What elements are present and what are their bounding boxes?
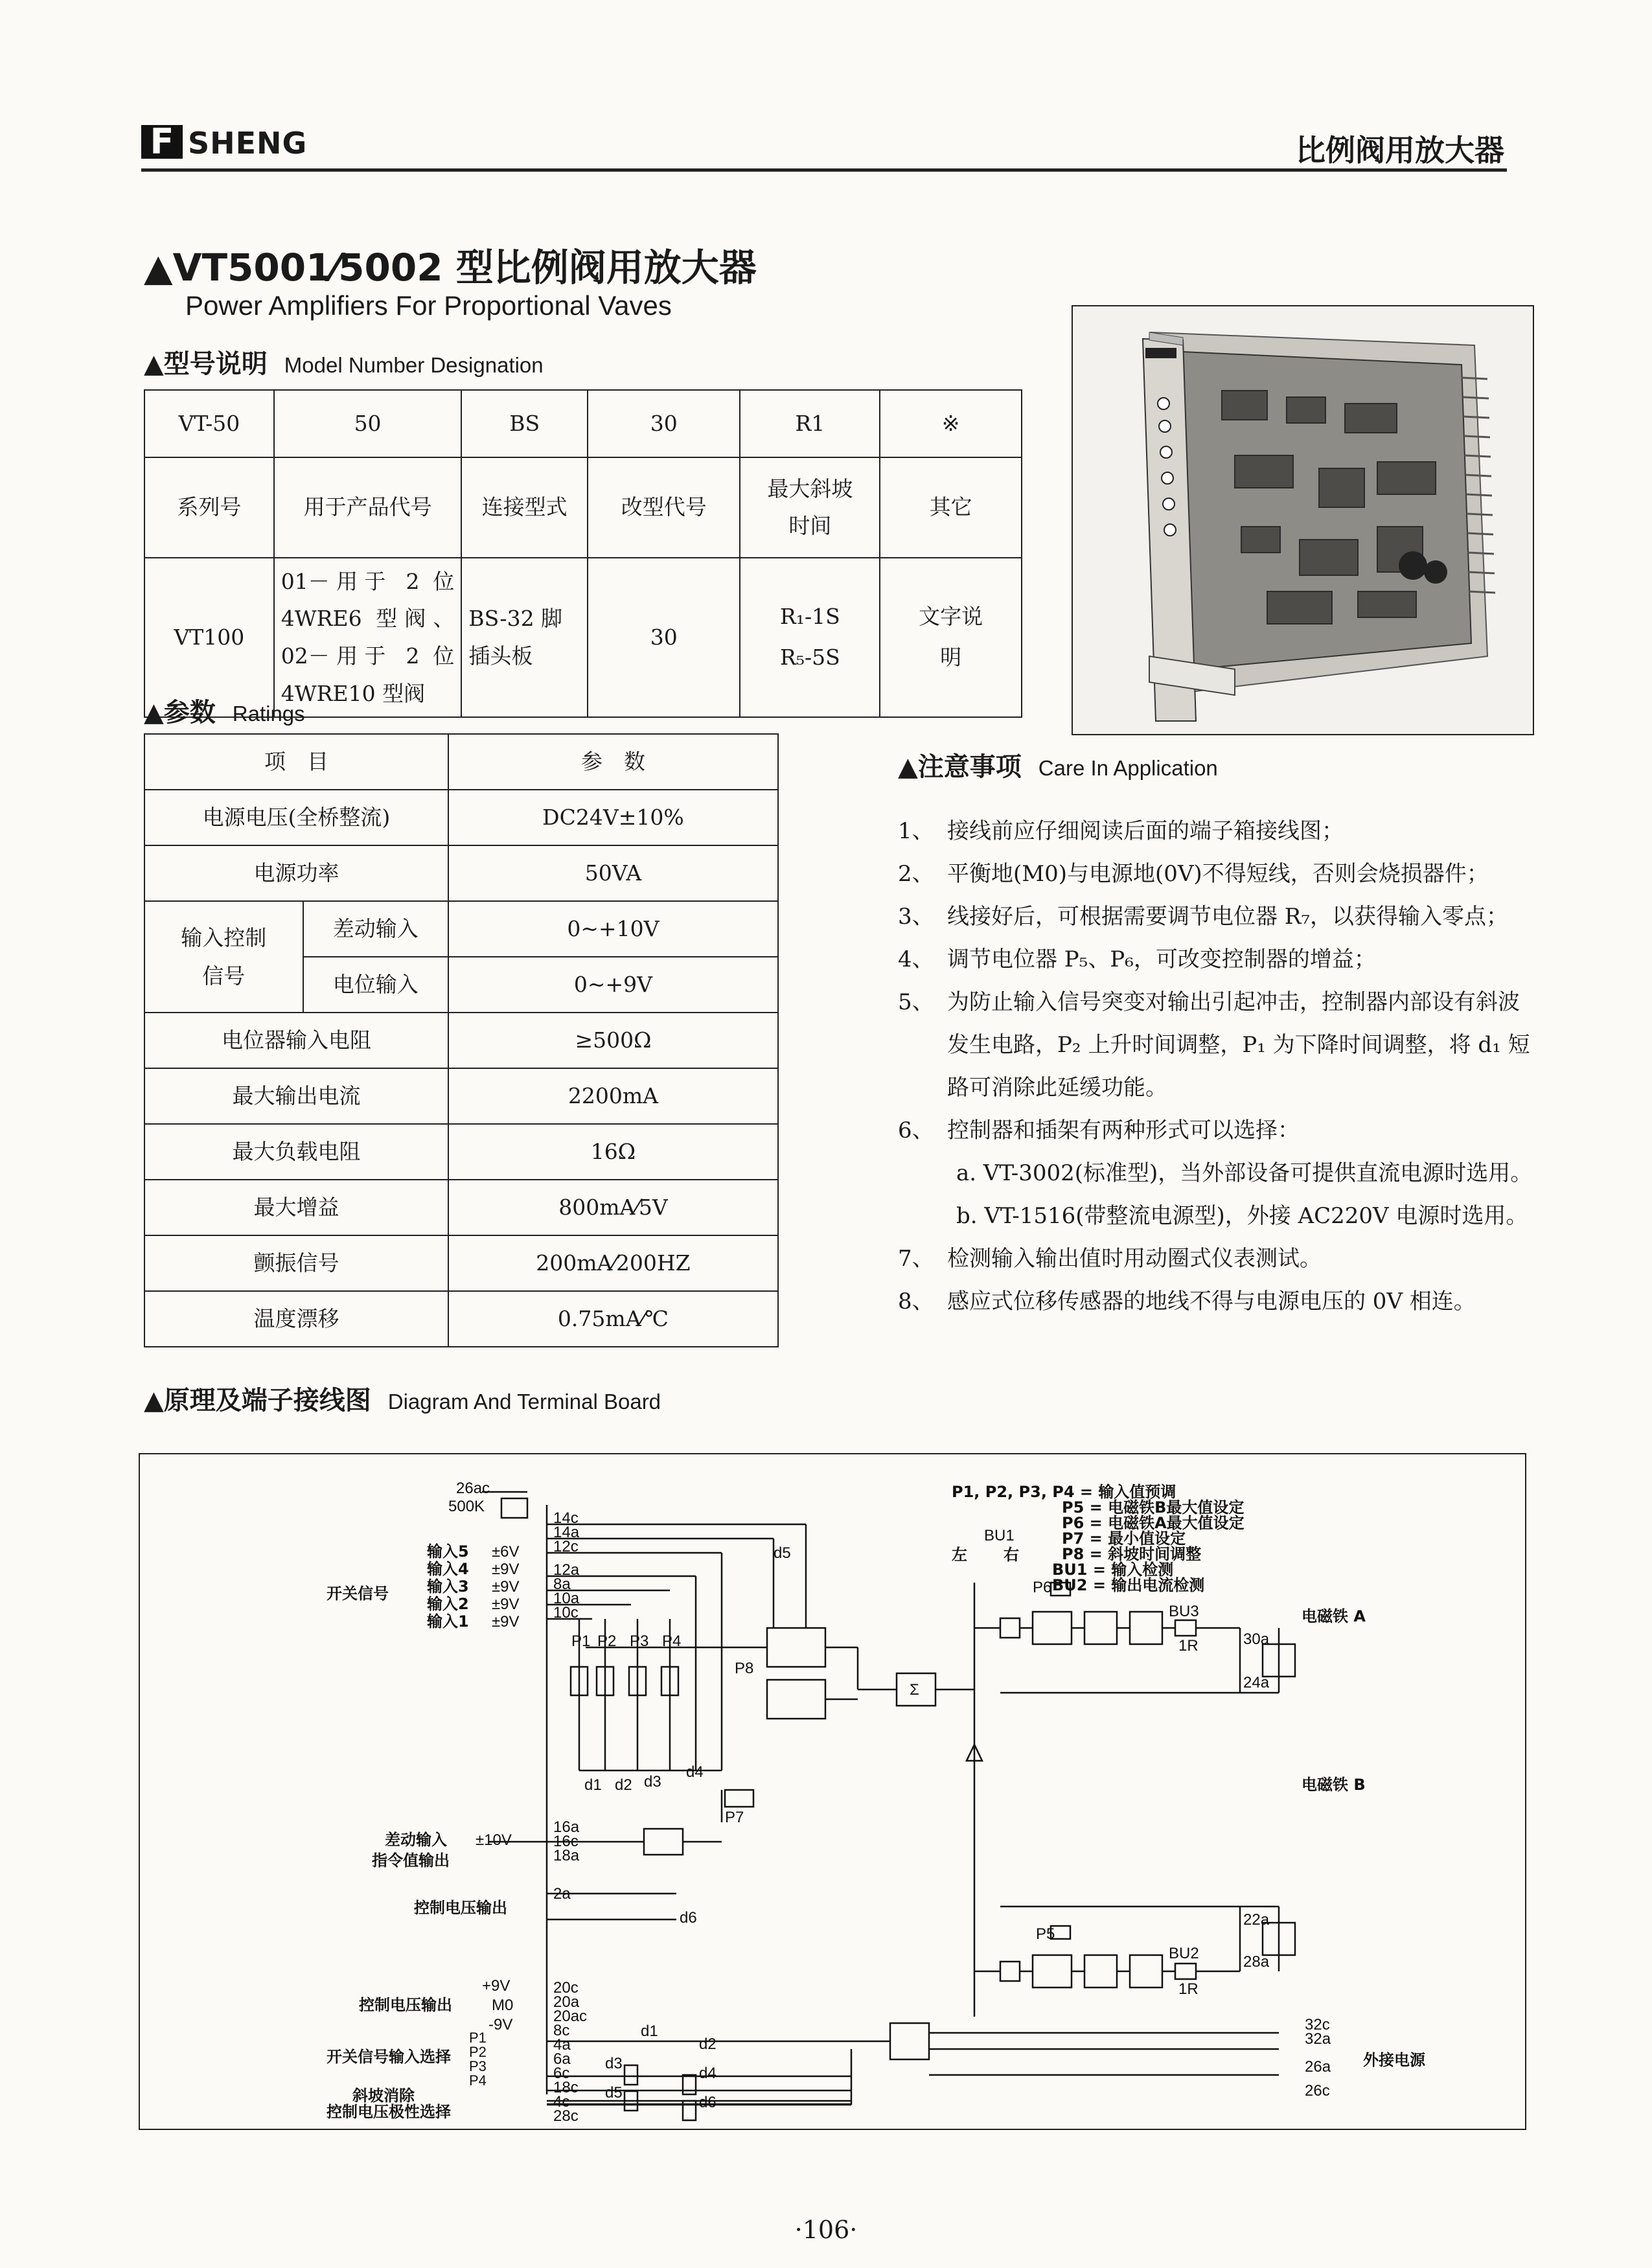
model-cell: 30: [588, 558, 740, 717]
ratings-value: 0~+10V: [448, 901, 778, 957]
label-input2: 输入2: [427, 1595, 469, 1613]
terminal-24a: 24a: [1243, 1674, 1270, 1691]
terminal-16a: 16a: [553, 1818, 580, 1836]
model-cell: 其它: [880, 457, 1022, 558]
label-input3: 输入3: [427, 1577, 469, 1596]
terminal-28c: 28c: [553, 2107, 579, 2125]
terminal-22a: 22a: [1243, 1911, 1270, 1929]
terminal-12a: 12a: [553, 1561, 580, 1579]
ratings-item: 颤振信号: [144, 1235, 448, 1291]
label-ctrl-output-1: 控制电压输出: [414, 1899, 507, 1917]
label-p7: P7: [725, 1809, 744, 1826]
label-volt2: ±9V: [492, 1596, 520, 1613]
ratings-header-value: 参 数: [448, 734, 778, 790]
legend-p8: P8 = 斜坡时间调整: [1062, 1545, 1202, 1563]
label-sel-p2: P2: [469, 2044, 487, 2060]
model-cell: 文字说明: [880, 558, 1022, 717]
amplifier-board-image: [1073, 306, 1533, 734]
terminal-2a: 2a: [553, 1885, 571, 1903]
note-item: 8、 感应式位移传感器的地线不得与电源电压的 0V 相连。: [898, 1289, 1476, 1314]
label-sel-p4: P4: [469, 2072, 487, 2089]
label-26ac: 26ac: [456, 1480, 490, 1497]
label-diff-input: 差动输入: [385, 1831, 447, 1849]
label-ctrl-output-2: 控制电压输出: [359, 1996, 452, 2014]
ratings-value: 200mA⁄200HZ: [448, 1235, 778, 1291]
ratings-item: 电源电压(全桥整流): [144, 790, 448, 845]
page-number: ·106·: [794, 2216, 858, 2244]
terminal-26c: 26c: [1305, 2082, 1330, 2100]
legend-p5: P5 = 电磁铁B最大值设定: [1062, 1498, 1245, 1517]
terminal-6a: 6a: [553, 2050, 571, 2068]
label-bu2: BU2: [1169, 1945, 1199, 1962]
note-item: 7、 检测输入输出值时用动圈式仪表测试。: [898, 1246, 1322, 1272]
diagram-heading: ▲原理及端子接线图 Diagram And Terminal Board: [144, 1386, 661, 1415]
label-1r-a: 1R: [1178, 1637, 1199, 1655]
terminal-4c: 4c: [553, 2093, 570, 2111]
terminal-18a: 18a: [553, 1847, 580, 1864]
model-cell: VT-50: [144, 390, 274, 457]
note-item: 3、 线接好后，可根据需要调节电位器 R₇，以获得输入零点；: [898, 904, 1509, 930]
label-pot-p2: P2: [597, 1632, 617, 1650]
label-bottom-d5: d5: [605, 2084, 623, 2102]
label-p8: P8: [735, 1660, 754, 1677]
note-item: 4、 调节电位器 P₅、P₆，可改变控制器的增益；: [898, 946, 1376, 972]
note-item: 5、 为防止输入信号突变对输出引起冲击，控制器内部设有斜波发生电路，P₂ 上升时间调整，P₁ 为下降时间调整，将 d₁ 短路可消除此延缓功能。: [898, 989, 1530, 1101]
ratings-header-item: 项 目: [144, 734, 448, 790]
label-d2: d2: [615, 1776, 632, 1794]
terminal-18c: 18c: [553, 2079, 579, 2096]
label-plus9v: +9V: [482, 1977, 511, 1995]
terminal-20a: 20a: [553, 1993, 580, 2011]
brand-logo-mark: F: [141, 125, 183, 159]
label-bottom-d1: d1: [641, 2022, 658, 2040]
legend-p1-p4: P1, P2, P3, P4 = 输入值预调: [952, 1483, 1176, 1501]
model-cell: 50: [274, 390, 462, 457]
label-input5: 输入5: [427, 1542, 469, 1561]
ratings-value: ≥500Ω: [448, 1013, 778, 1068]
notes-list: [898, 810, 1539, 1323]
terminal-30a: 30a: [1243, 1631, 1270, 1648]
terminal-26a: 26a: [1305, 2058, 1331, 2076]
label-right: 右: [1004, 1546, 1019, 1564]
label-sel-p3: P3: [469, 2058, 487, 2074]
ratings-value: 2200mA: [448, 1068, 778, 1124]
label-sel-p1: P1: [469, 2030, 487, 2046]
label-d1: d1: [584, 1776, 602, 1794]
label-d4: d4: [686, 1763, 704, 1781]
model-table: [144, 389, 1022, 718]
label-bottom-d3: d3: [605, 2055, 623, 2072]
label-500k: 500K: [448, 1498, 485, 1515]
label-pot-p1: P1: [571, 1632, 591, 1650]
ratings-table: [144, 733, 779, 1347]
legend-p6: P6 = 电磁铁A最大值设定: [1062, 1514, 1245, 1532]
label-polarity-select: 控制电压极性选择: [327, 2103, 451, 2121]
label-bottom-d2: d2: [699, 2035, 717, 2053]
ratings-heading: ▲参数 Ratings: [144, 698, 305, 727]
ratings-value: 16Ω: [448, 1124, 778, 1180]
label-ramp-cancel: 斜坡消除: [352, 2087, 415, 2105]
terminal-32a: 32a: [1305, 2030, 1331, 2048]
product-photo: [1072, 305, 1534, 735]
label-bu3: BU3: [1169, 1603, 1199, 1620]
label-d6: d6: [680, 1909, 697, 1927]
ratings-item: 电源功率: [144, 845, 448, 901]
label-magnet-a: 电磁铁 A: [1302, 1607, 1366, 1625]
ratings-item: 温度漂移: [144, 1291, 448, 1347]
ratings-value: 0.75mA⁄℃: [448, 1291, 778, 1347]
model-cell: 用于产品代号: [274, 457, 462, 558]
label-input1: 输入1: [427, 1612, 469, 1631]
label-volt4: ±9V: [492, 1561, 520, 1578]
label-m0: M0: [492, 1997, 514, 2014]
label-minus9v: -9V: [488, 2016, 513, 2033]
terminal-14c: 14c: [553, 1509, 579, 1527]
note-item: 1、 接线前应仔细阅读后面的端子箱接线图；: [898, 818, 1344, 844]
model-cell: 连接型式: [461, 457, 588, 558]
terminal-10a: 10a: [553, 1590, 580, 1607]
ratings-item: 电位输入: [303, 957, 448, 1013]
label-sigma: Σ: [910, 1681, 919, 1699]
legend-p7: P7 = 最小值设定: [1062, 1529, 1186, 1548]
model-cell: VT100: [144, 558, 274, 717]
note-subitem: a. VT-3002(标准型)，当外部设备可提供直流电源时选用。: [956, 1160, 1533, 1186]
model-cell: BS: [461, 390, 588, 457]
wiring-diagram: [139, 1453, 1526, 2130]
terminal-6c: 6c: [553, 2065, 570, 2082]
label-volt1: ±9V: [492, 1613, 520, 1631]
terminal-10c: 10c: [553, 1604, 579, 1621]
model-cell: ※: [880, 390, 1022, 457]
note-subitem: b. VT-1516(带整流电源型)，外接 AC220V 电源时选用。: [956, 1203, 1528, 1229]
note-item: 6、 控制器和插架有两种形式可以选择：: [898, 1117, 1300, 1143]
ratings-group: 输入控制信号: [144, 901, 303, 1013]
notes-heading: ▲注意事项 Care In Application: [898, 752, 1218, 782]
terminal-28a: 28a: [1243, 1953, 1270, 1971]
page-title: ▲VT5001⁄5002 型比例阀用放大器: [144, 246, 757, 290]
label-diff-volt: ±10V: [476, 1831, 512, 1849]
terminal-32c: 32c: [1305, 2016, 1330, 2033]
label-bu1: BU1: [984, 1527, 1015, 1544]
brand-name: SHENG: [188, 126, 308, 161]
model-cell: 改型代号: [588, 457, 740, 558]
label-pot-p4: P4: [662, 1632, 682, 1650]
label-p5: P5: [1036, 1925, 1055, 1943]
header-title: 比例阀用放大器: [1296, 133, 1504, 168]
label-volt5: ±6V: [492, 1543, 520, 1561]
ratings-item: 差动输入: [303, 901, 448, 957]
terminal-8a: 8a: [553, 1575, 571, 1593]
ratings-item: 最大输出电流: [144, 1068, 448, 1124]
model-cell: 系列号: [144, 457, 274, 558]
legend-bu1: BU1 = 输入检测: [1052, 1561, 1174, 1579]
label-d3: d3: [644, 1773, 661, 1791]
label-input4: 输入4: [427, 1560, 469, 1578]
terminal-12c: 12c: [553, 1538, 579, 1555]
ratings-item: 最大负载电阻: [144, 1124, 448, 1180]
ratings-value: 50VA: [448, 845, 778, 901]
label-bottom-d6: d6: [699, 2094, 717, 2111]
label-cmd-output: 指令值输出: [372, 1851, 450, 1870]
label-bottom-d4: d4: [699, 2065, 717, 2082]
model-cell: 最大斜坡时间: [740, 457, 880, 558]
model-cell: 01－用于 2 位 4WRE6 型阀、02－用于 2 位 4WRE10 型阀: [274, 558, 462, 717]
ratings-value: DC24V±10%: [448, 790, 778, 845]
model-heading: ▲型号说明 Model Number Designation: [144, 349, 544, 379]
label-ext-power: 外接电源: [1363, 2051, 1425, 2069]
model-cell: R₁-1S R₅-5S: [740, 558, 880, 717]
label-p6: P6: [1033, 1579, 1052, 1596]
label-d5: d5: [774, 1544, 791, 1562]
ratings-value: 0~+9V: [448, 957, 778, 1013]
model-cell: BS-32 脚插头板: [461, 558, 588, 717]
ratings-item: 电位器输入电阻: [144, 1013, 448, 1068]
label-left: 左: [952, 1546, 967, 1564]
terminal-20ac: 20ac: [553, 2008, 588, 2025]
terminal-8c: 8c: [553, 2022, 570, 2039]
terminal-14a: 14a: [553, 1524, 580, 1541]
label-magnet-b: 电磁铁 B: [1302, 1776, 1366, 1794]
label-1r-b: 1R: [1178, 1980, 1199, 1998]
label-pot-p3: P3: [630, 1632, 649, 1650]
note-item: 2、 平衡地(M0)与电源地(0V)不得短线，否则会烧损器件；: [898, 861, 1489, 887]
header-rule: [141, 168, 1507, 172]
label-switch-signal: 开关信号: [327, 1585, 389, 1603]
label-volt3: ±9V: [492, 1578, 520, 1596]
ratings-value: 800mA⁄5V: [448, 1180, 778, 1235]
model-cell: R1: [740, 390, 880, 457]
ratings-item: 最大增益: [144, 1180, 448, 1235]
legend-bu2: BU2 = 输出电流检测: [1052, 1576, 1205, 1594]
label-switch-select: 开关信号输入选择: [327, 2048, 451, 2066]
terminal-4a: 4a: [553, 2036, 571, 2054]
model-cell: 30: [588, 390, 740, 457]
terminal-20c: 20c: [553, 1979, 579, 1997]
terminal-16c: 16c: [553, 1833, 579, 1850]
page-subtitle: Power Amplifiers For Proportional Vaves: [185, 290, 672, 321]
